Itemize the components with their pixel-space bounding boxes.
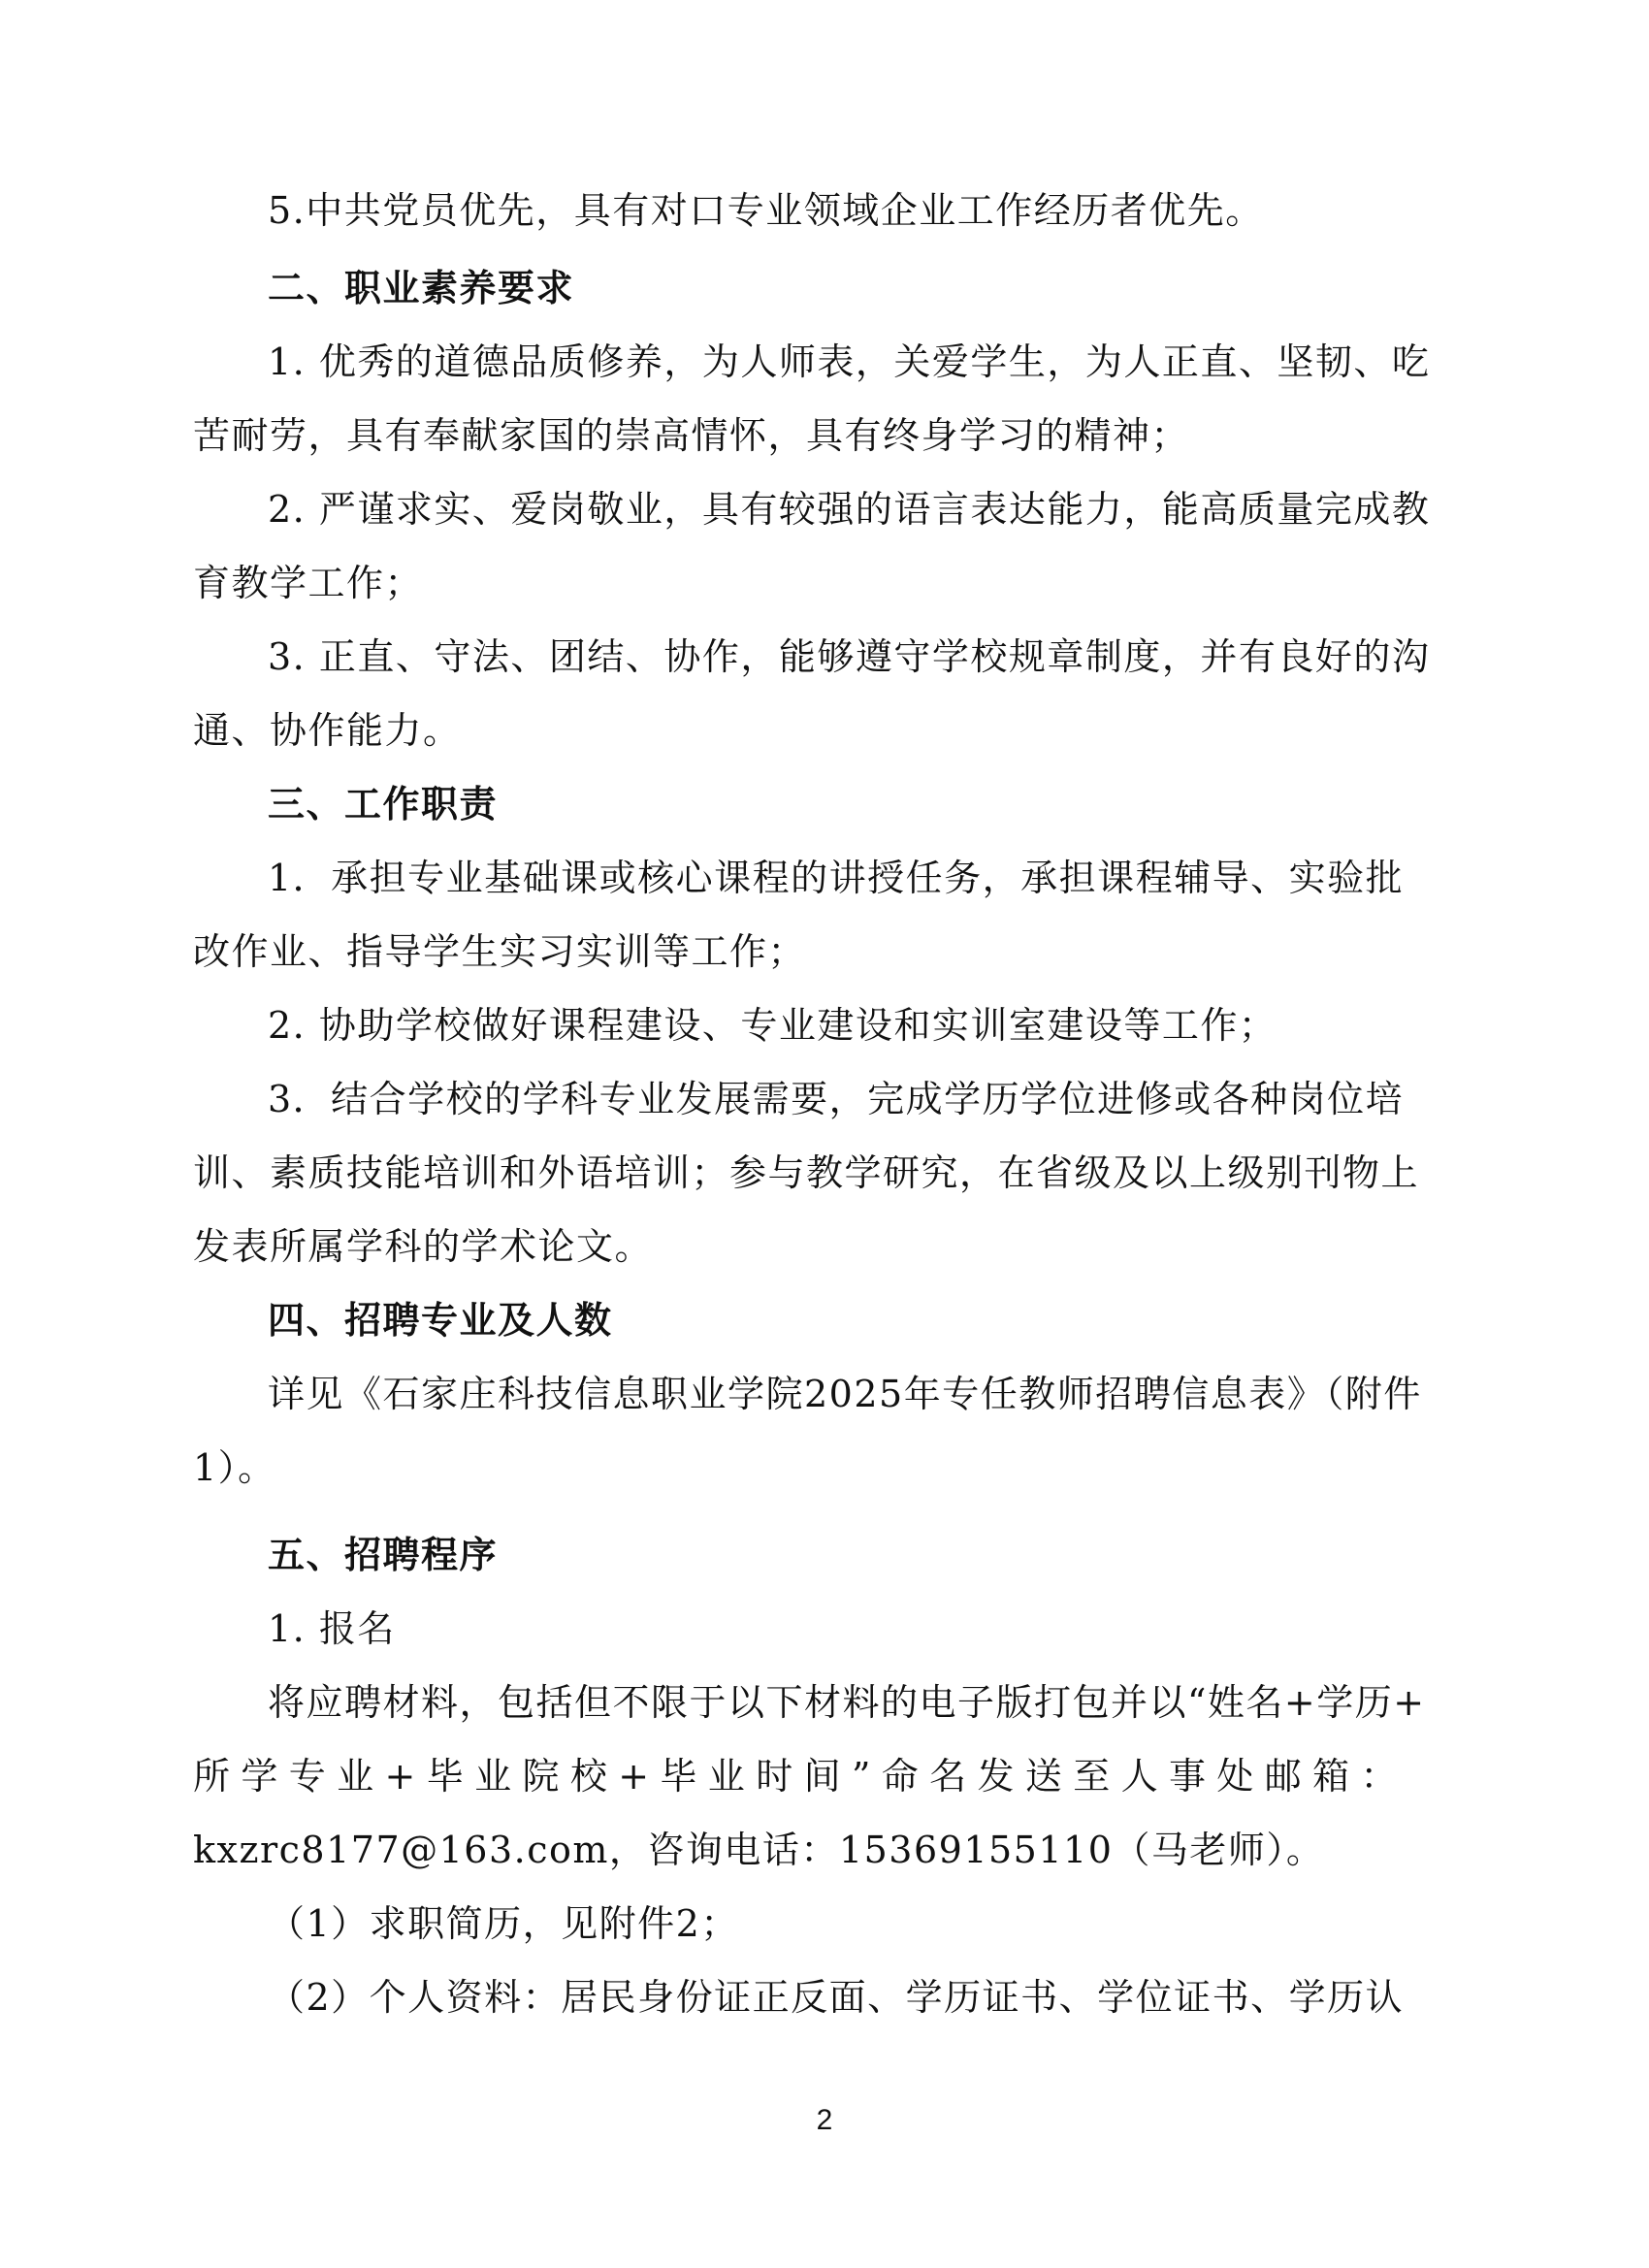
section-heading-3: 三、工作职责 bbox=[268, 782, 499, 826]
paragraph-line: 1．承担专业基础课或核心课程的讲授任务，承担课程辅导、实验批 bbox=[268, 857, 1405, 899]
paragraph-line: 将应聘材料，包括但不限于以下材料的电子版打包并以“姓名+学历+ bbox=[268, 1681, 1426, 1724]
paragraph-line: 苦耐劳，具有奉献家国的崇高情怀，具有终身学习的精神； bbox=[193, 414, 1190, 457]
paragraph-line: 2. 严谨求实、爱岗敬业，具有较强的语言表达能力，能高质量完成教 bbox=[268, 488, 1431, 531]
paragraph-line: 1. 报名 bbox=[268, 1607, 396, 1650]
paragraph-line: 通、协作能力。 bbox=[193, 709, 462, 752]
section-heading-4: 四、招聘专业及人数 bbox=[268, 1298, 613, 1342]
page-number: 2 bbox=[816, 2104, 833, 2136]
section-heading-2: 二、职业素养要求 bbox=[268, 266, 575, 309]
paragraph-line: 2. 协助学校做好课程建设、专业建设和实训室建设等工作； bbox=[268, 1004, 1277, 1047]
paragraph-line: 所学专业+毕业院校+毕业时间”命名发送至人事处邮箱： bbox=[193, 1755, 1399, 1798]
paragraph-line: 3. 正直、守法、团结、协作，能够遵守学校规章制度，并有良好的沟 bbox=[268, 635, 1431, 678]
paragraph-line: 改作业、指导学生实习实训等工作； bbox=[193, 930, 807, 973]
paragraph-line: 育教学工作； bbox=[193, 562, 424, 604]
paragraph-line: 3．结合学校的学科专业发展需要，完成学历学位进修或各种岗位培 bbox=[268, 1078, 1405, 1120]
section-heading-5: 五、招聘程序 bbox=[268, 1533, 499, 1576]
contact-line: kxzrc8177@163.com，咨询电话：15369155110（马老师）。 bbox=[193, 1829, 1325, 1871]
paragraph-line: 训、素质技能培训和外语培训；参与教学研究，在省级及以上级别刊物上 bbox=[193, 1151, 1420, 1194]
paragraph-line: 发表所属学科的学术论文。 bbox=[193, 1225, 654, 1268]
paragraph-line: （2）个人资料：居民身份证正反面、学历证书、学位证书、学历认 bbox=[268, 1976, 1405, 2019]
paragraph-line: （1）求职简历，见附件2； bbox=[268, 1902, 739, 1945]
paragraph-line: 1）。 bbox=[193, 1446, 276, 1489]
paragraph-line: 详见《石家庄科技信息职业学院2025年专任教师招聘信息表》（附件 bbox=[268, 1373, 1422, 1415]
paragraph-line: 5.中共党员优先，具有对口专业领域企业工作经历者优先。 bbox=[268, 189, 1264, 232]
paragraph-line: 1. 优秀的道德品质修养，为人师表，关爱学生，为人正直、坚韧、吃 bbox=[268, 340, 1431, 383]
